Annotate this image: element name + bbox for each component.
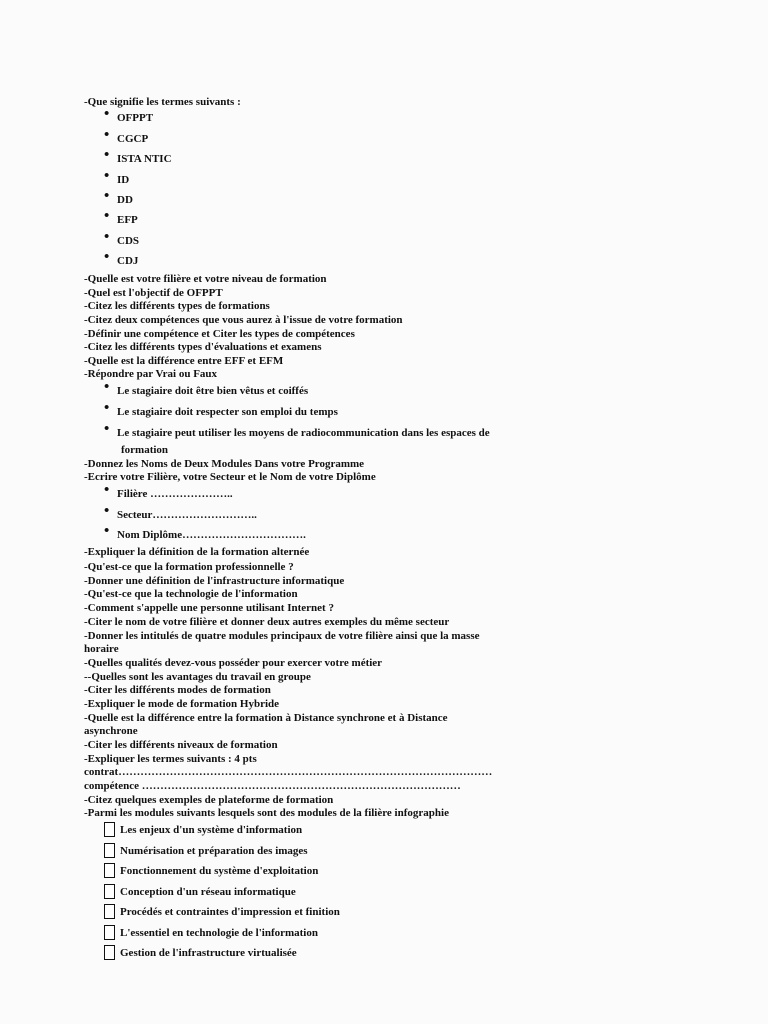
question-line: -Expliquer les termes suivants : 4 pts [84, 753, 257, 765]
checkbox[interactable] [104, 843, 115, 858]
question-line: -Quelle est votre filière et votre niveau de formation [84, 273, 327, 285]
question-line: -Citer le nom de votre filière et donner deux autres exemples du même secteur [84, 616, 450, 628]
question-line: -Quelles qualités devez-vous posséder pour exercer votre métier [84, 657, 383, 669]
question-line: -Donner les intitulés de quatre modules principaux de votre filière ainsi que la masse [84, 630, 480, 642]
question-line: -Donnez les Noms de Deux Modules Dans votre Programme [84, 458, 365, 470]
question-line: -Citez quelques exemples de plateforme de formation [84, 794, 334, 806]
question-line: -Expliquer la définition de la formation alternée [84, 546, 310, 558]
bullet-icon: • [104, 106, 110, 122]
answer-line-contrat: contrat………………………………………………………………………………………… [84, 766, 493, 778]
question-line: -Donner une définition de l'infrastructure informatique [84, 575, 345, 587]
question-line: -Citez deux compétences que vous aurez à l'issue de votre formation [84, 314, 403, 326]
checkbox[interactable] [104, 822, 115, 837]
bullet-icon: • [104, 229, 110, 245]
bullet-icon: • [104, 421, 110, 437]
bullet-icon: • [104, 523, 110, 539]
question-line: -Citer les différents niveaux de formation [84, 739, 278, 751]
question-line: -Qu'est-ce que la technologie de l'information [84, 588, 298, 600]
question-line: -Ecrire votre Filière, votre Secteur et le Nom de votre Diplôme [84, 471, 376, 483]
bullet-icon: • [104, 482, 110, 498]
question-line: asynchrone [84, 725, 138, 737]
question-line: -Parmi les modules suivants lesquels sont des modules de la filière infographie [84, 807, 449, 819]
question-line: -Citer les différents modes de formation [84, 684, 271, 696]
checkbox[interactable] [104, 863, 115, 878]
question-line: -Comment s'appelle une personne utilisant Internet ? [84, 602, 334, 614]
question-line: -Quelle est la différence entre la formation à Distance synchrone et à Distance [84, 712, 448, 724]
bullet-icon: • [104, 249, 110, 265]
statement-continuation: formation [121, 444, 169, 456]
question-line: -Répondre par Vrai ou Faux [84, 368, 218, 380]
question-line: horaire [84, 643, 119, 655]
question-line: -Citez les différents types de formations [84, 300, 270, 312]
answer-line-competence: compétence …………………………………………………………………………… [84, 780, 461, 792]
question-line: -Citez les différents types d'évaluations et examens [84, 341, 322, 353]
bullet-icon: • [104, 168, 110, 184]
question-line: -Expliquer le mode de formation Hybride [84, 698, 280, 710]
bullet-icon: • [104, 127, 110, 143]
checkbox[interactable] [104, 925, 115, 940]
bullet-icon: • [104, 503, 110, 519]
checkbox[interactable] [104, 904, 115, 919]
question-line: -Quelle est la différence entre EFF et EFM [84, 355, 284, 367]
question-line: -Définir une compétence et Citer les types de compétences [84, 328, 355, 340]
bullet-icon: • [104, 400, 110, 416]
bullet-icon: • [104, 379, 110, 395]
bullet-icon: • [104, 188, 110, 204]
question-line: -Qu'est-ce que la formation professionnelle ? [84, 561, 294, 573]
bullet-icon: • [104, 147, 110, 163]
bullet-icon: • [104, 208, 110, 224]
question-line: -Quel est l'objectif de OFPPT [84, 287, 223, 299]
document-page: -Que signifie les termes suivants : • OFPPT • CGCP • ISTA NTIC • ID • DD • EFP • CDS • CDJ -Quelle est votre filière et votre niveau de formation -Quel est l'objectif de OFPPT -Citez les différents types de formations -Citez deux compétences que vous aurez à l'issue de votre formation -Définir une compétence et Citer les types de compétences -Citez les différents types d'évaluations et examens -Quelle est la différence entre EFF et EFM -Répondre par Vrai ou Faux • Le stagiaire doit être bien vêtus et coiffés • Le stagiaire doit respecter son emploi du temps • Le stagiaire peut utiliser les moyens de radiocommunication dans les espaces de formation -Donnez les Noms de Deux Modules Dans votre Programme -Ecrire votre Filière, votre Secteur et le Nom de votre Diplôme • Filière ………………….. • Secteur……………………….. • Nom Diplôme……………………………. -Expliquer la définition de la formation alternée -Qu'est-ce que la formation professionnelle ? -Donner une définition de l'infrastructure informatique -Qu'est-ce que la technologie de l'information -Comment s'appelle une personne utilisant Internet ? -Citer le nom de votre filière et donner deux autres exemples du même secteur -Donner les intitulés de quatre modules principaux de votre filière ainsi que la masse horaire -Quelles qualités devez-vous posséder pour exercer votre métier --Quelles sont les avantages du travail en groupe -Citer les différents modes de formation -Expliquer le mode de formation Hybride -Quelle est la différence entre la formation à Distance synchrone et à Distance asynchrone -Citer les différents niveaux de formation -Expliquer les termes suivants : 4 pts contrat………………………………………………………………………………………… compétence …………………………………………………………………………… -Citez quelques exemples de plateforme de formation -Parmi les modules suivants lesquels sont des modules de la filière infographie Les enjeux d'un système d'information Numérisation et préparation des images Fonctionnement du système d'exploitation Conception d'un réseau informatique Procédés et contraintes d'impression et finition L'essentiel en technologie de l'information Gestion de l'infrastructure virtualisée [0, 0, 768, 1024]
checkbox[interactable] [104, 884, 115, 899]
question-line: --Quelles sont les avantages du travail en groupe [84, 671, 311, 683]
checkbox[interactable] [104, 945, 115, 960]
question-terms: -Que signifie les termes suivants : [84, 96, 241, 108]
